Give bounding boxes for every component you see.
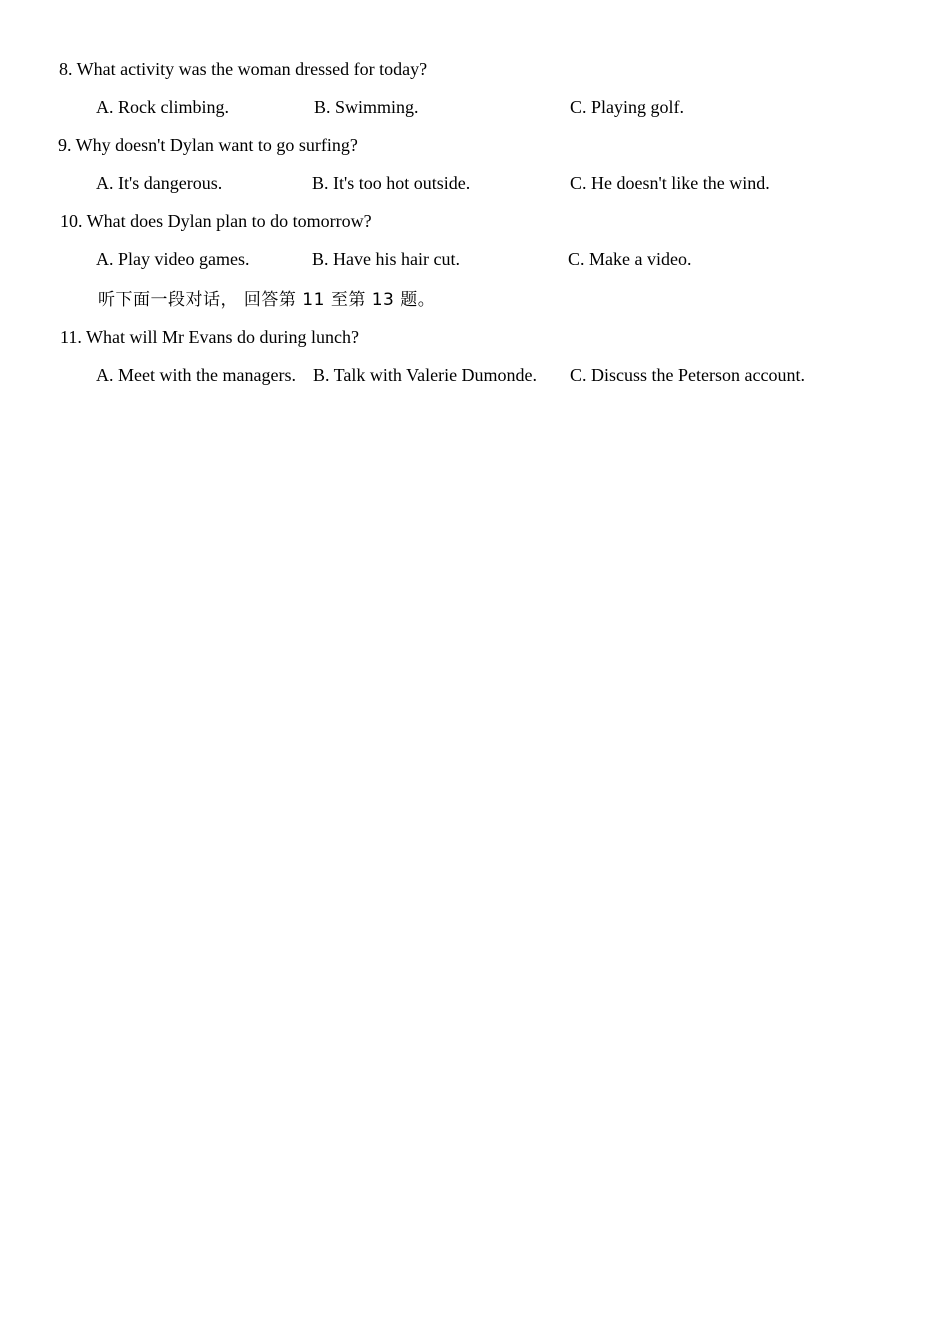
question-9-option-a: A. It's dangerous. — [96, 173, 223, 193]
question-10-stem: 10. What does Dylan plan to do tomorrow? — [60, 211, 372, 231]
question-10-option-c: C. Make a video. — [568, 249, 692, 269]
question-8-option-b: B. Swimming. — [314, 97, 419, 117]
question-10-option-b: B. Have his hair cut. — [312, 249, 460, 269]
question-11-stem: 11. What will Mr Evans do during lunch? — [60, 327, 359, 347]
question-11-option-a: A. Meet with the managers. — [96, 365, 296, 385]
question-9-option-c: C. He doesn't like the wind. — [570, 173, 770, 193]
question-10-option-a: A. Play video games. — [96, 249, 250, 269]
question-9-option-b: B. It's too hot outside. — [312, 173, 471, 193]
question-8-option-a: A. Rock climbing. — [96, 97, 229, 117]
question-11-option-c: C. Discuss the Peterson account. — [570, 365, 805, 385]
question-8-stem: 8. What activity was the woman dressed for today? — [59, 59, 428, 79]
section-instruction: 听下面一段对话， 回答第 11 至第 13 题。 — [98, 290, 436, 310]
question-9-stem: 9. Why doesn't Dylan want to go surfing? — [58, 135, 358, 155]
question-8-option-c: C. Playing golf. — [570, 97, 685, 117]
question-11-option-b: B. Talk with Valerie Dumonde. — [313, 365, 538, 385]
